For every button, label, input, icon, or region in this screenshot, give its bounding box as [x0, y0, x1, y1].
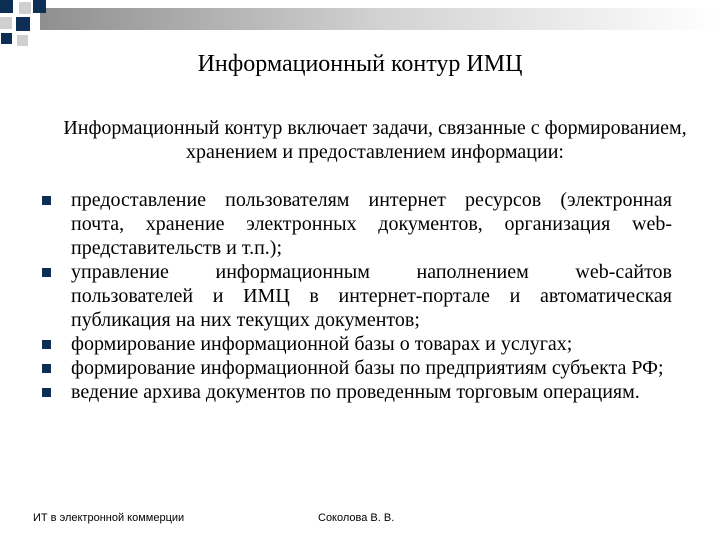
corner-square — [16, 17, 30, 31]
square-bullet-icon — [42, 388, 51, 397]
square-bullet-icon — [42, 196, 51, 205]
bullet-item — [38, 188, 672, 260]
footer-author: Соколова В. В. — [318, 512, 395, 524]
footer-course-title: ИТ в электронной коммерции — [33, 512, 185, 524]
corner-square — [19, 2, 31, 14]
bullet-item — [38, 260, 672, 332]
slide-title: Информационный контур ИМЦ — [197, 51, 523, 77]
corner-square — [1, 33, 12, 44]
corner-square — [33, 0, 46, 13]
corner-square — [0, 17, 12, 29]
bullet-list — [38, 188, 672, 404]
bullet-item — [38, 380, 672, 404]
bullet-item — [38, 332, 672, 356]
corner-square — [0, 0, 13, 13]
square-bullet-icon — [42, 364, 51, 373]
bullet-text: управление информационным наполнением web-сайтов пользователей и ИМЦ в интернет-портале и автоматическая публикация на них текущих документов; — [71, 261, 672, 331]
header-gradient-bar — [40, 8, 720, 30]
intro-text: Информационный контур включает задачи, связанные с формированием, хранением и предоставлением информации: — [63, 117, 687, 163]
bullet-text: ведение архива документов по проведенным торговым операциям. — [71, 381, 640, 403]
square-bullet-icon — [42, 268, 51, 277]
bullet-item — [38, 356, 672, 380]
bullet-text: предоставление пользователям интернет ресурсов (электронная почта, хранение электронных документов, организация web-представительств и т.п.); — [71, 189, 672, 259]
bullet-text: формирование информационной базы по предприятиям субъекта РФ; — [71, 357, 664, 379]
corner-square — [17, 35, 28, 46]
bullet-text: формирование информационной базы о товарах и услугах; — [71, 333, 573, 355]
corner-decoration — [0, 0, 720, 50]
square-bullet-icon — [42, 340, 51, 349]
